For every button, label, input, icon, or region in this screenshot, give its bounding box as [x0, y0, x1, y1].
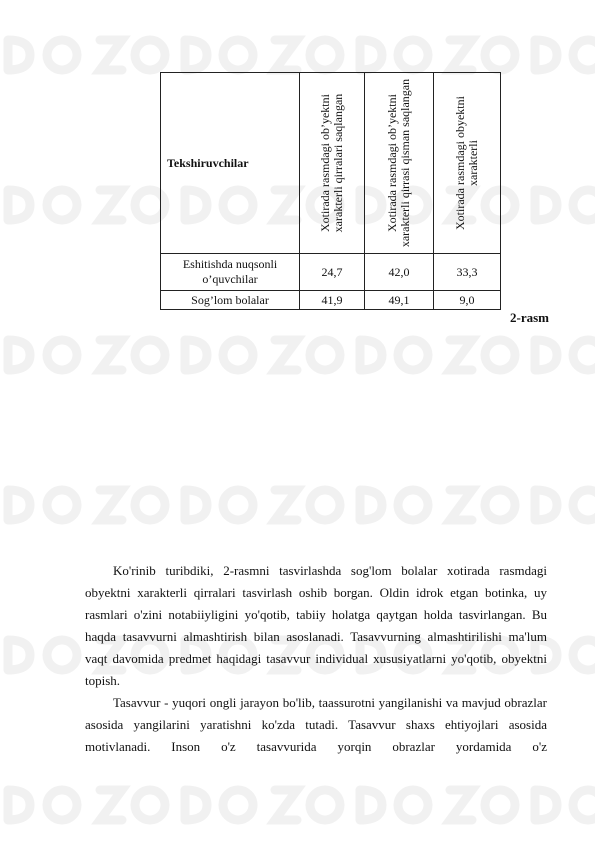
row-label: Sog’lom bolalar: [161, 291, 300, 310]
header-col1-text: Xotirada rasmdagi ob’yektni xarakterli qirralari saqlangan: [318, 93, 345, 233]
header-col2: [365, 73, 434, 254]
header-col1: [300, 73, 365, 254]
results-table: [160, 72, 501, 310]
table-row: [161, 254, 501, 291]
table-cell: 41,9: [300, 291, 365, 310]
body-text: [85, 560, 547, 758]
table-cell: 49,1: [365, 291, 434, 310]
table-header-row: [161, 73, 501, 254]
header-col2-text: Xotirada rasmdagi ob’yektni xarakterli qirrasi qisman saqlangan: [385, 78, 412, 248]
header-col3-text: Xotirada rasmdagi obyektni xarakterli: [453, 96, 480, 230]
table-cell: 33,3: [434, 254, 501, 291]
row-label: Eshitishda nuqsonli o’quvchilar: [161, 254, 300, 291]
header-col3: [434, 73, 501, 254]
table-cell: 9,0: [434, 291, 501, 310]
figure-caption: 2-rasm: [510, 310, 549, 325]
header-tekshiruvchilar: Tekshiruvchilar: [161, 73, 300, 254]
paragraph: Tasavvur - yuqori ongli jarayon bo'lib, taassurotni yangilanishi va mavjud obrazlar asosida yangilarini yaratishni ko'zda tutadi. Tasavvur shaxs ehtiyojlari asosida motivlanadi. Inson o'z tasavvurida yorqin obrazlar yordamida o'z: [85, 695, 547, 754]
paragraph: Ko'rinib turibdiki, 2-rasmni tasvirlashda sog'lom bolalar xotirada rasmdagi obyektni xarakterli qirralari tasvirlash oshib borgan. Oldin idrok etgan botinka, uy rasmlari o'zini notabiiyligini yo'qotib, tabiiy holatga qaytgan holda tasvirlangan. Bu haqda tasavvurni almashtirish bilan asoslanadi. Tasavvurning almashtirilishi ma'lum vaqt davomida predmet haqidagi tasavvur individual xususiyatlarni yo'qotib, obyektni topish.: [85, 563, 547, 688]
table-row: [161, 291, 501, 310]
table-cell: 24,7: [300, 254, 365, 291]
table-cell: 42,0: [365, 254, 434, 291]
